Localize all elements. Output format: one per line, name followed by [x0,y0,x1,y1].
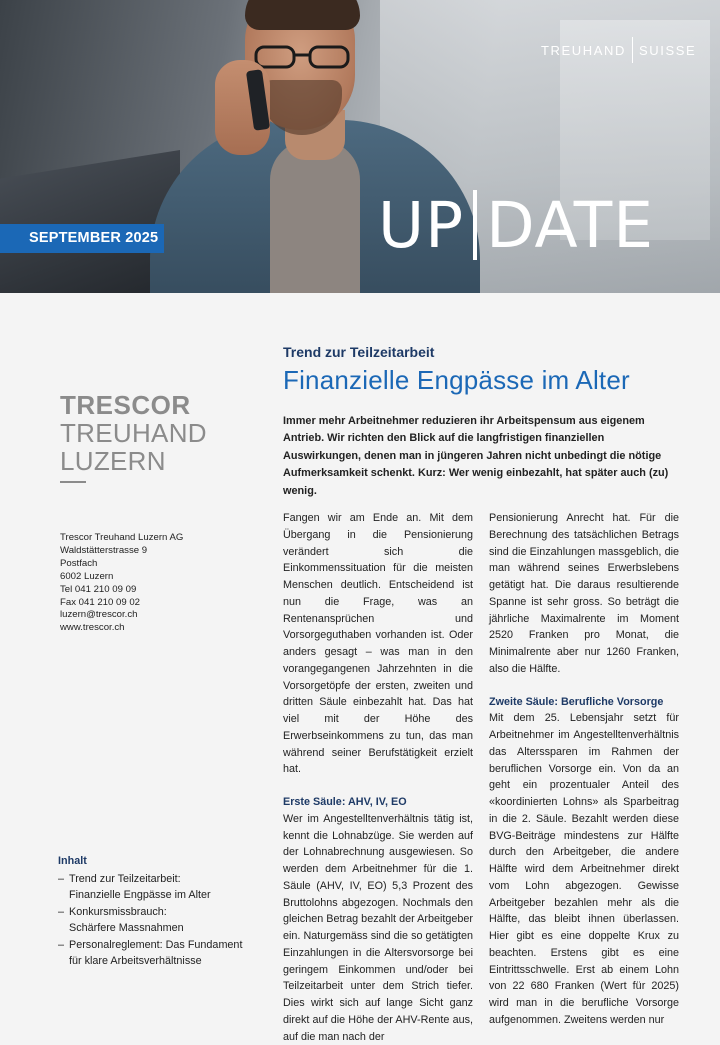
toc-item-line: Schärfere Massnahmen [69,922,184,934]
toc-item [58,871,258,904]
brand-separator [632,37,633,63]
brand-left: TREUHAND [541,42,627,58]
address-city: 6002 Luzern [60,570,114,582]
toc-item-line: für klare Arbeitsverhältnisse [69,955,202,967]
paragraph: Mit dem 25. Lebensjahr setzt für Arbeitnehmer im Angestelltenverhältnis das Alterssparen im Rahmen der beruflichen Vorsorge ein. Von da an geht ein prozentualer Anteil des «koordinierten Lohns» als Sparbeitrag in die 2. Säule. Bezahlt werden diese BVG-Beiträge mindestens zur Hälfte durch den Arbeitgeber, die andere Hälfte wird dem Arbeitnehmer direkt vom Lohn abgezogen. Gewisse Arbeitgeber bezahlen mehr als die Hälfte, das bleibt ihnen überlassen. Hier gibt es eine doppelte Krux zu beachten. Erstens gibt es eine Eintrittsschwelle. Erst ab einem Lohn von 22 680 Franken (Wert für 2025) wird man in die berufliche Vorsorge aufgenommen. Zweitens werden nur [489,712,679,1026]
paragraph: Pensionierung Anrecht hat. Für die Berechnung des tatsächlichen Betrags sind die Einzahlungen massgeblich, die man während seines Erwerbslebens getätigt hat. Die daraus resultierende Spanne ist sehr gross. So beträgt die jährliche Maximalrente im Moment 2520 Franken pro Monat, die Minimalrente aber nur 1260 Franken, also die Hälfte. [489,512,679,675]
address-fax: Fax 041 210 09 02 [60,596,141,608]
address-company: Trescor Treuhand Luzern AG [60,532,184,543]
article-kicker: Trend zur Teilzeitarbeit [283,344,435,360]
article-title: Finanzielle Engpässe im Alter [283,365,630,395]
toc-item [58,937,258,970]
paragraph: Wer im Angestelltenverhältnis tätig ist, kennt die Lohnabzüge. Sie werden auf der Lohnabrechnung ausgewiesen. So werden dem Arbeitnehmer für die 1. Säule (AHV, IV, EO) 5,3 Prozent des Bruttolohns abgezogen. Nochmals den gleichen Betrag bezahlt der Arbeitgeber ein. Naturgemäss sind die so getätigten Einzahlungen in die Altersvorsorge bei geringem Einkommen und/oder bei Teilzeitarbeit unter dem Strich tiefer. Dies wirkt sich auf lange Sicht ganz direkt auf die Höhe der AHV-Rente aus, auf die man nach der [283,812,473,1043]
logo-rule [60,481,86,483]
paragraph: Fangen wir am Ende an. Mit dem Übergang in die Pensionierung verändert sich die Einkommenssituation für die meisten Menschen deutlich. Entscheidend ist nun die Frage, was an Rentenansprüchen und Vorsorgeguthaben vorhanden ist. Oder anders gesagt – was man in den vorangegangenen Jahrzehnten in die Vorsorgetöpfe der ersten, zweiten und dritten Säule einbezahlt hat. Das hat viel mit der Höhe des Erwerbseinkommens zu tun, das man während seiner Berufstätigkeit erzielt hat. [283,512,473,776]
toc-item-line: Finanzielle Engpässe im Alter [69,889,211,901]
logo-line-2: TREUHAND [60,418,207,448]
brand-treuhand-suisse [541,37,696,63]
toc-item-line: – Trend zur Teilzeitarbeit: [69,872,181,885]
photo-person-tshirt [270,140,360,293]
header-photo [0,0,720,293]
masthead-up: UP [378,188,465,262]
address-website[interactable]: www.trescor.ch [60,622,125,634]
issue-badge: SEPTEMBER 2025 [0,224,164,253]
toc-item-line: – Personalreglement: Das Fundament [69,938,243,951]
trescor-logo [60,392,207,483]
toc-title: Inhalt [58,855,87,867]
address-phone: Tel 041 210 09 09 [60,583,137,595]
logo-line-3: LUZERN [60,446,166,476]
masthead-bar [473,190,477,260]
brand-right: SUISSE [639,42,697,58]
table-of-contents [58,853,258,970]
masthead-date: DATE [486,188,655,262]
logo-line-1: TRESCOR [60,390,191,420]
address-email[interactable]: luzern@trescor.ch [60,609,138,621]
toc-item-line: – Konkursmissbrauch: [69,905,167,918]
section-heading: Erste Säule: AHV, IV, EO [283,796,407,808]
article-lead: Immer mehr Arbeitnehmer reduzieren ihr Arbeitspensum aus eigenem Antrieb. Wir richten den Blick auf die langfristigen finanziellen Auswirkungen, denen man in jüngeren Jahren nicht unbedingt die nötige Aufmerksamkeit schenkt. Kurz: Wer wenig einbezahlt, hat später auch (zu) wenig. [283,415,669,497]
toc-item [58,904,258,937]
address-street: Waldstätterstrasse 9 [60,544,148,556]
masthead [378,188,654,262]
address-po-box: Postfach [60,557,98,569]
photo-glasses [252,44,352,70]
article-column-2 [489,510,679,1029]
section-heading: Zweite Säule: Berufliche Vorsorge [489,695,664,708]
photo-person-hair [245,0,360,30]
article-column-1 [283,510,473,1045]
contact-address [60,532,183,635]
